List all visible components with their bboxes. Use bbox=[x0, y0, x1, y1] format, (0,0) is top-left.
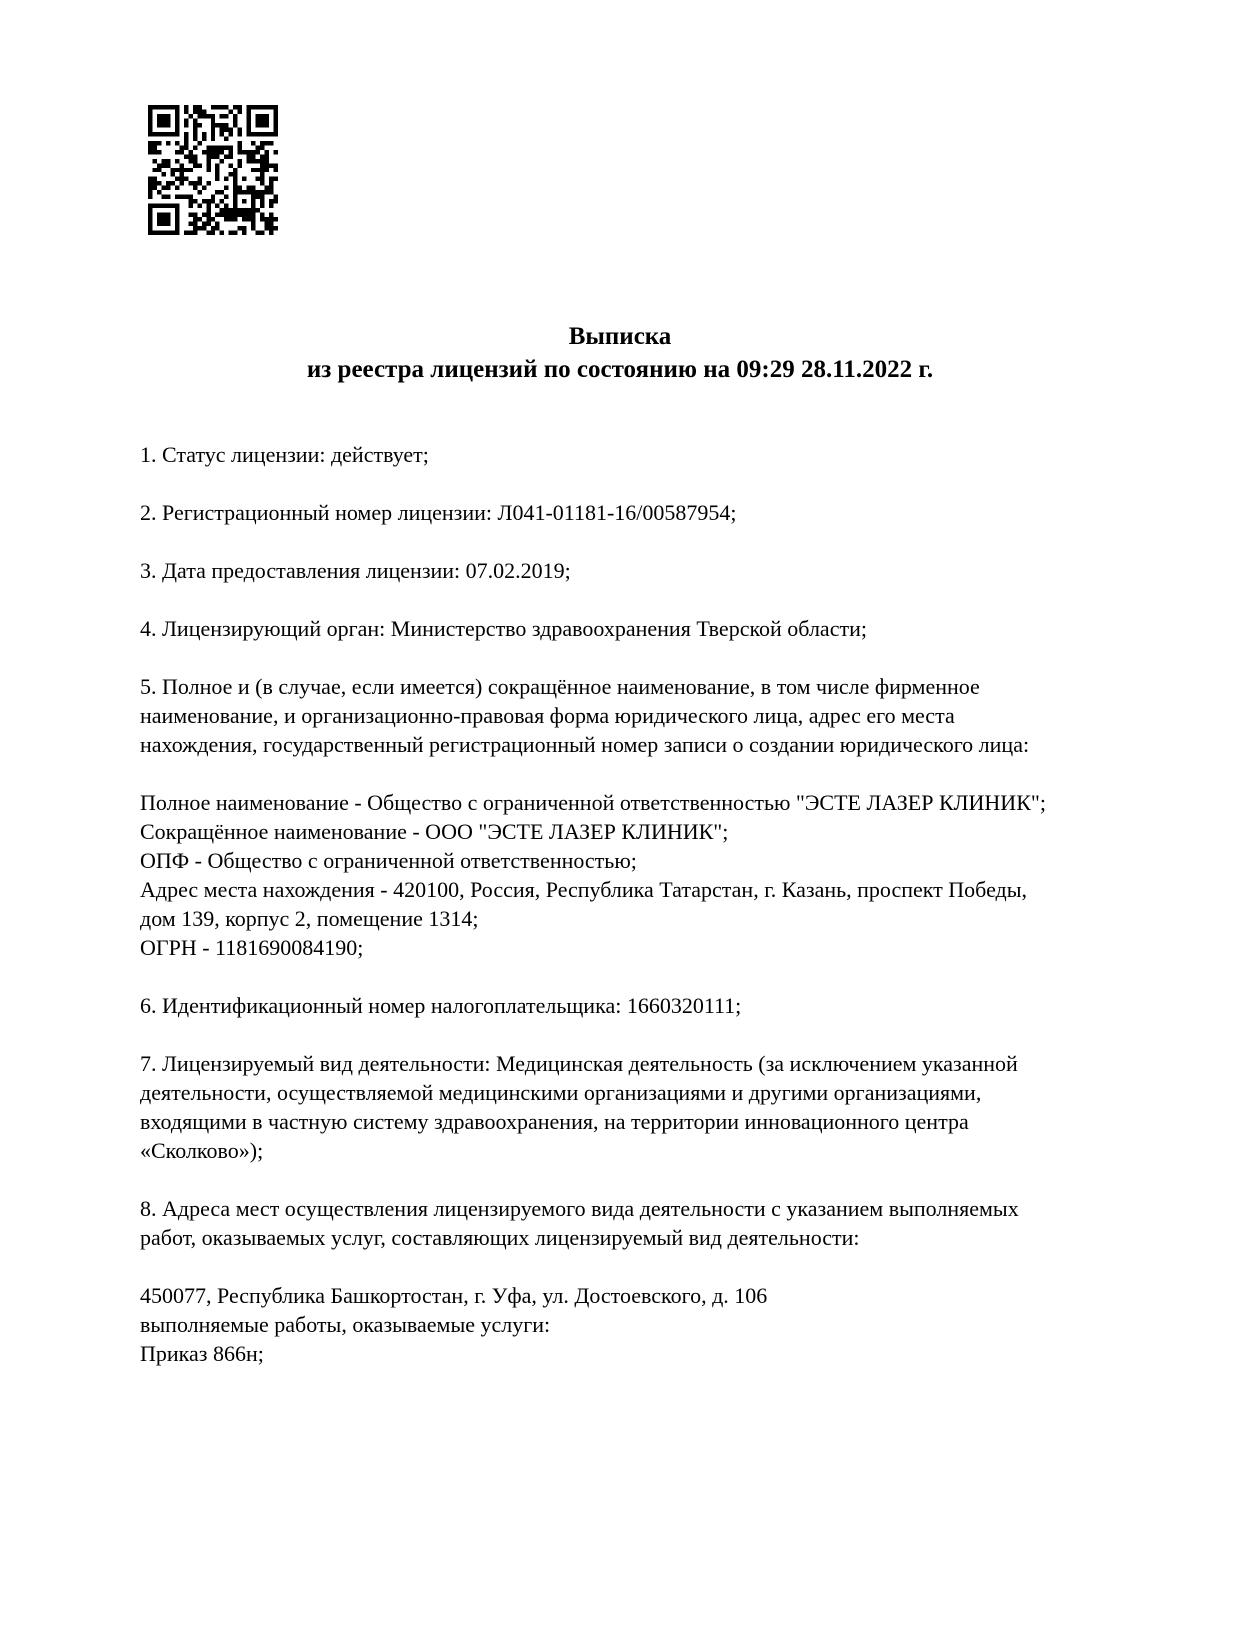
paragraph-10: 450077, Республика Башкортостан, г. Уфа, ул. Достоевского, д. 106 выполняемые работы, оказываемые услуги: Приказ 866н; bbox=[140, 1283, 768, 1366]
paragraph-9: 8. Адреса мест осуществления лицензируемого вида деятельности с указанием выполняемых работ, оказываемых услуг, составляющих лицензируемый вид деятельности: bbox=[140, 1196, 1019, 1250]
paragraph-2: 2. Регистрационный номер лицензии: Л041-01181-16/00587954; bbox=[140, 500, 737, 525]
title-line-1: Выписка bbox=[568, 323, 672, 350]
paragraph-3: 3. Дата предоставления лицензии: 07.02.2019; bbox=[140, 558, 571, 583]
paragraph-7: 6. Идентификационный номер налогоплательщика: 1660320111; bbox=[140, 993, 742, 1018]
document-body bbox=[140, 440, 1160, 1368]
qr-code-icon bbox=[148, 105, 278, 235]
title-line-2: из реестра лицензий по состоянию на 09:29 28.11.2022 г. bbox=[306, 356, 934, 383]
paragraph-8: 7. Лицензируемый вид деятельности: Медицинская деятельность (за исключением указанной деятельности, осуществляемой медицинскими организациями и другими организациями, входящими в частную систему здравоохранения, на территории инновационного центра «Сколково»); bbox=[140, 1051, 1018, 1163]
paragraph-5: 5. Полное и (в случае, если имеется) сокращённое наименование, в том числе фирменное наименование, и организационно-правовая форма юридического лица, адрес его места нахождения, государственный регистрационный номер записи о создании юридического лица: bbox=[140, 674, 1030, 757]
document-title bbox=[0, 320, 1240, 386]
paragraph-6: Полное наименование - Общество с ограниченной ответственностью "ЭСТЕ ЛАЗЕР КЛИНИК"; Сокращённое наименование - ООО "ЭСТЕ ЛАЗЕР КЛИНИК"; ОПФ - Общество с ограниченной ответственностью; Адрес места нахождения - 420100, Россия, Республика Татарстан, г. Казань, проспект Победы, дом 139, корпус 2, помещение 1314; ОГРН - 1181690084190; bbox=[140, 790, 1046, 960]
paragraph-1: 1. Статус лицензии: действует; bbox=[140, 442, 429, 467]
paragraph-4: 4. Лицензирующий орган: Министерство здравоохранения Тверской области; bbox=[140, 616, 867, 641]
